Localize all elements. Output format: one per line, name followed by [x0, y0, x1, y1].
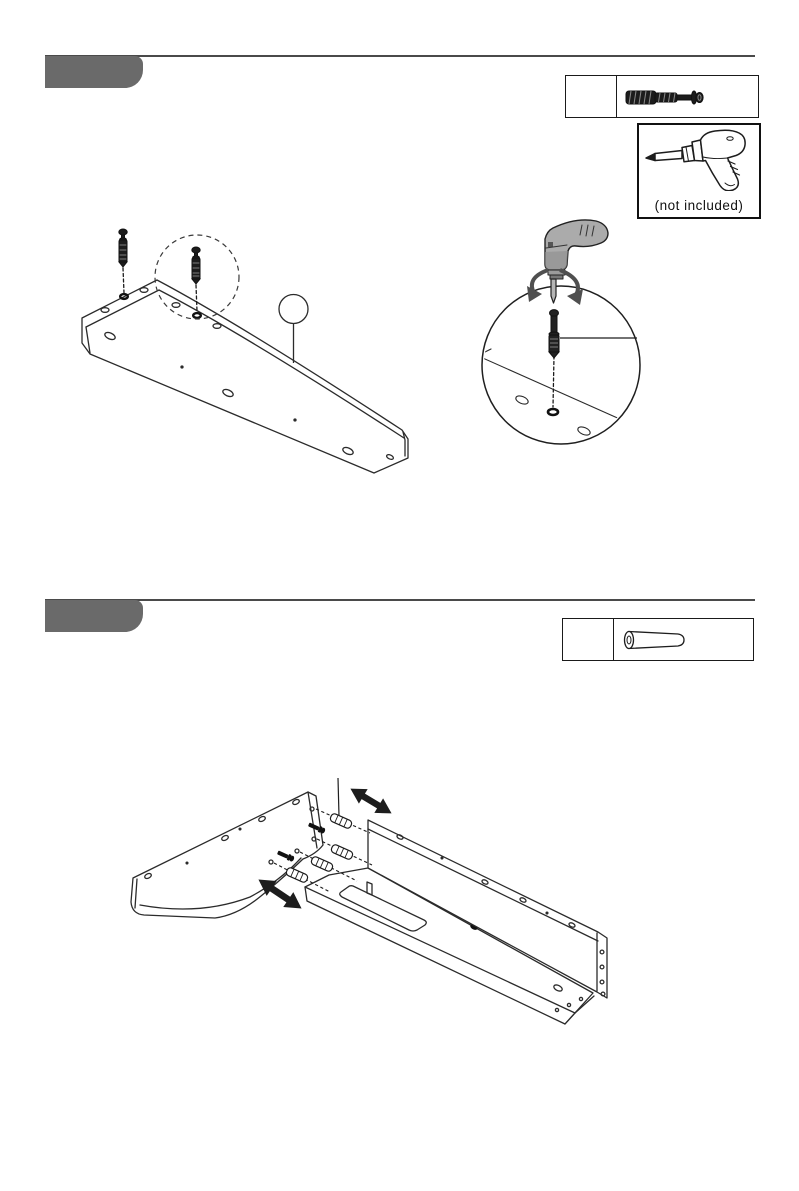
dowel-drawing: [330, 844, 354, 861]
step1-rule: [45, 55, 755, 57]
wood-dowel-icon: [620, 626, 690, 654]
detail-view-circle: [476, 286, 640, 444]
dowel-leader-line: [338, 778, 339, 816]
dowel-drawing: [285, 867, 309, 884]
dowel-drawing: [329, 813, 353, 830]
cam-screw-icon: [623, 81, 723, 113]
dowel-drawing: [310, 856, 334, 873]
step1-parts-box: [565, 75, 759, 118]
step1-parts-quantity: [566, 76, 617, 117]
step1-tool-box: [637, 123, 761, 219]
callout-balloon: [279, 295, 308, 364]
step2-parts-box: [562, 618, 754, 661]
cam-screw-drawing: [119, 229, 127, 293]
step2-rule: [45, 599, 755, 601]
step2-parts-quantity: [563, 619, 614, 660]
step1-parts-art: [617, 76, 758, 117]
assembly-arrow: [346, 781, 396, 820]
side-panel-drawing: [82, 280, 408, 473]
cam-screw-drawing: [549, 310, 559, 358]
step1-illustration: [60, 212, 680, 502]
not-included-label: (not included): [654, 198, 744, 213]
screwdriver-bit: [551, 279, 556, 303]
power-screwdriver-icon: [642, 127, 756, 191]
step2-parts-art: [614, 619, 753, 660]
step1-badge: [45, 56, 143, 88]
step2-illustration: [120, 775, 640, 1045]
step2-badge: [45, 600, 143, 632]
